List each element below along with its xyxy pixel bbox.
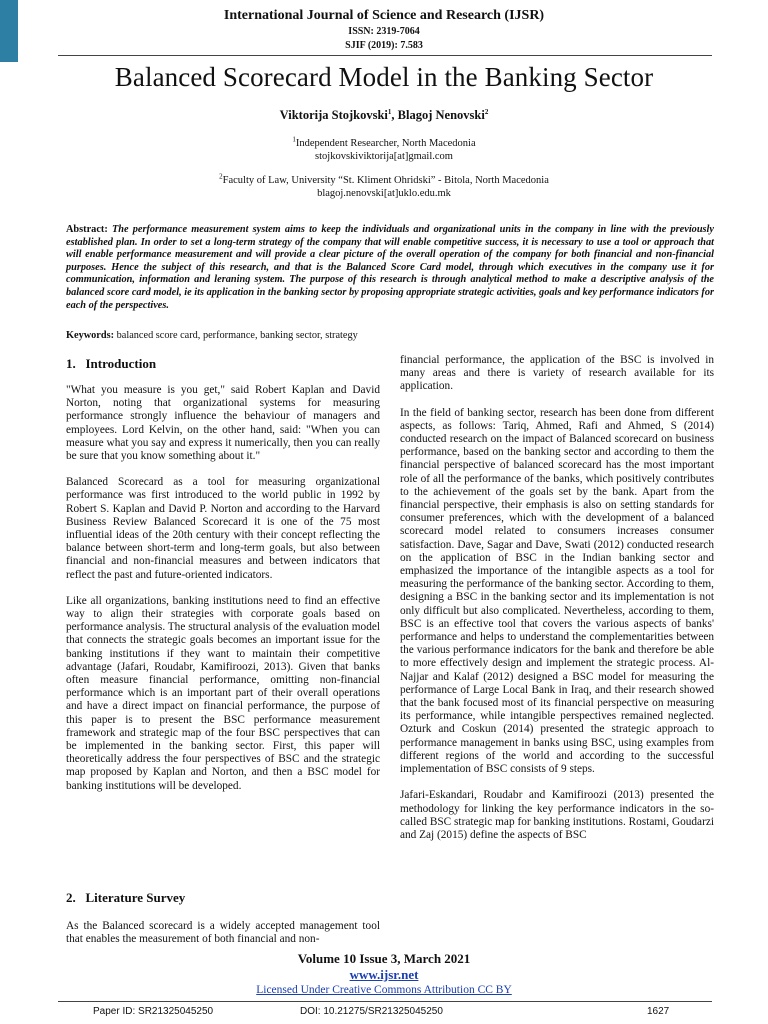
affiliation-1-mark: 1 [292,135,296,144]
left-column-intro [66,384,380,793]
sjif: SJIF (2019): 7.583 [345,40,423,51]
license-link[interactable]: Licensed Under Creative Commons Attribution CC BY [256,984,512,996]
paragraph: In the field of banking sector, research has been done from different aspects, as follows: Tariq, Ahmed, Rafi and Ahmed, S (2014) conducted research on the impact of Balanced scorecard on business performance, based on the banking sector and according to them the financial perspective of balanced scorecard has the most important role of all the performance of the banks, which positively contributes to the achievement of the goals set by the bank. Apart from the financial perspective, their emphasis is also on setting standards for consumer preferences, which with the development of a balanced scorecard model related to consumers increases consumer satisfaction. Dave, Sagar and Dave, Swati (2012) conducted research on the application of BSC in the Indian banking sector and emphasized the importance of the intangible aspects as a tool for measuring the performance of the banking sector. According to them, designing a BSC in the banking sector and its implementation is not only difficult but also complicated. Nevertheless, according to them, BSC is an effective tool that covers the various aspects of banks' performance and helps to understand the complementarities between the various performance indicators for the bank and therefore be able to more effectively design and implement the strategic process. Al-Najjar and Kalaf (2012) designed a BSC model for measuring the performance of Large Local Bank in Iraq, and their research showed that the bank focused most of its financial perspective on measuring its performance, while intangible perspectives remained neglected. Ozturk and Coskun (2014) presented the strategic approach to performance management in banks using BSC, using examples from different regions of the world and according to the successful implementation of BSC consists of 9 steps. [400,406,714,776]
section-heading-introduction: 1. Introduction [66,356,157,371]
author-line [0,108,768,123]
paper-title: Balanced Scorecard Model in the Banking Sector [114,62,654,92]
paragraph: financial performance, the application of the BSC is involved in many areas and there is variety of research available for its application. [400,354,714,393]
affiliation-1-email: stojkovskiviktorija[at]gmail.com [315,151,453,162]
keywords-label: Keywords: [66,330,115,341]
section-heading-literature-survey: 2. Literature Survey [66,890,186,905]
paragraph: Jafari-Eskandari, Roudabr and Kamifiroozi (2013) presented the methodology for linking the key performance indicators in the so-called BSC strategic map for banking institutions. Rostami, Goudarzi and Zaj (2015) define the aspects of BSC [400,789,714,841]
journal-url-link[interactable]: www.ijsr.net [349,967,419,982]
header-divider [58,55,712,56]
paragraph: As the Balanced scorecard is a widely accepted management tool that enables the measurement of both financial and non- [66,920,380,946]
author-2: Blagoj Nenovski [397,108,485,122]
affiliation-2 [0,174,768,200]
left-column-literature [66,920,380,946]
paragraph: "What you measure is you get," said Robert Kaplan and David Norton, noting that organizational systems for measuring performance strongly influence the behaviour of managers and employees. Lord Kelvin, on the other hand, said: "When you can measure what you say and express it numerically, then you can really be sure that you know something about it." [66,384,380,463]
keywords-text: balanced score card, performance, banking sector, strategy [116,330,358,341]
affiliation-1 [0,137,768,163]
affiliation-2-org: Faculty of Law, University “St. Kliment Ohridski” - Bitola, North Macedonia [222,175,549,186]
right-column [400,354,714,842]
footer-volume: Volume 10 Issue 3, March 2021 [297,951,471,966]
page-number: 1627 [647,1006,670,1017]
paragraph: Like all organizations, banking institutions need to find an effective way to align their strategies with corporate goals based on performance analysis. The structural analysis of the evaluation model that connects the strategic goals becomes an important issue for the banking institutions if they want to maintain their competitive advantage (Jafari, Roudabr, Kamifiroozi, 2013). Given that banks often measure financial performance, omitting non-financial performance which is an important part of their overall operations and have a direct impact on financial performance, the purpose of this paper is to present the BSC performance measurement framework and strategic map of the four BSC perspectives that can be implemented in the banking sector. First, this paper will theoretically address the four perspectives of BSC and the strategic map proposed by Kaplan and Norton, and then a BSC model for banking institutions will be developed. [66,594,380,792]
abstract-text: The performance measurement system aims to keep the individuals and organizational units in the company in line with the previously established plan. In order to set a long-term strategy of the company that will enable competitive success, it is necessary to use a tool or approach that will enable performance measurement and will provide a clear picture of the overall operation of the company for both financial and non-financial purposes. Hence the subject of this research, and that is the Balanced Score Card model, through which executives in the company use it for communication, information and leraning system. The purpose of this research is through analytical method to make a descriptive analysis of the balanced score card model, ie its application in the banking sector by proposing appropriate strategic activities, goals and key performance indicators for each of the perspectives. [66,224,714,311]
affiliation-2-email: blagoj.nenovski[at]uklo.edu.mk [317,188,451,199]
footer-divider [58,1001,712,1002]
author-1: Viktorija Stojkovski [279,108,388,122]
paper-id: Paper ID: SR21325045250 [93,1006,214,1017]
abstract [66,224,714,312]
author-2-mark: 2 [484,107,489,116]
journal-name: International Journal of Science and Research (IJSR) [223,8,545,23]
affiliation-2-mark: 2 [219,172,223,181]
paragraph: Balanced Scorecard as a tool for measuring organizational performance was first introduced to the world public in 1992 by Robert S. Kaplan and David P. Norton and according to the Harvard Business Review Balanced Scorecard it is one of the 75 most influential ideas of the 20th century with their concept reflecting the balance between short-term and long-term goals, but also between financial and non-financial measures and between indicators that reflect the past and future-oriented indicators. [66,476,380,581]
abstract-label: Abstract: [66,224,108,235]
doi: DOI: 10.21275/SR21325045250 [300,1006,443,1017]
author-separator: , [391,108,398,122]
affiliation-1-org: Independent Researcher, North Macedonia [295,138,476,149]
keywords [66,330,714,341]
author-1-mark: 1 [387,107,392,116]
issn: ISSN: 2319-7064 [348,26,420,37]
